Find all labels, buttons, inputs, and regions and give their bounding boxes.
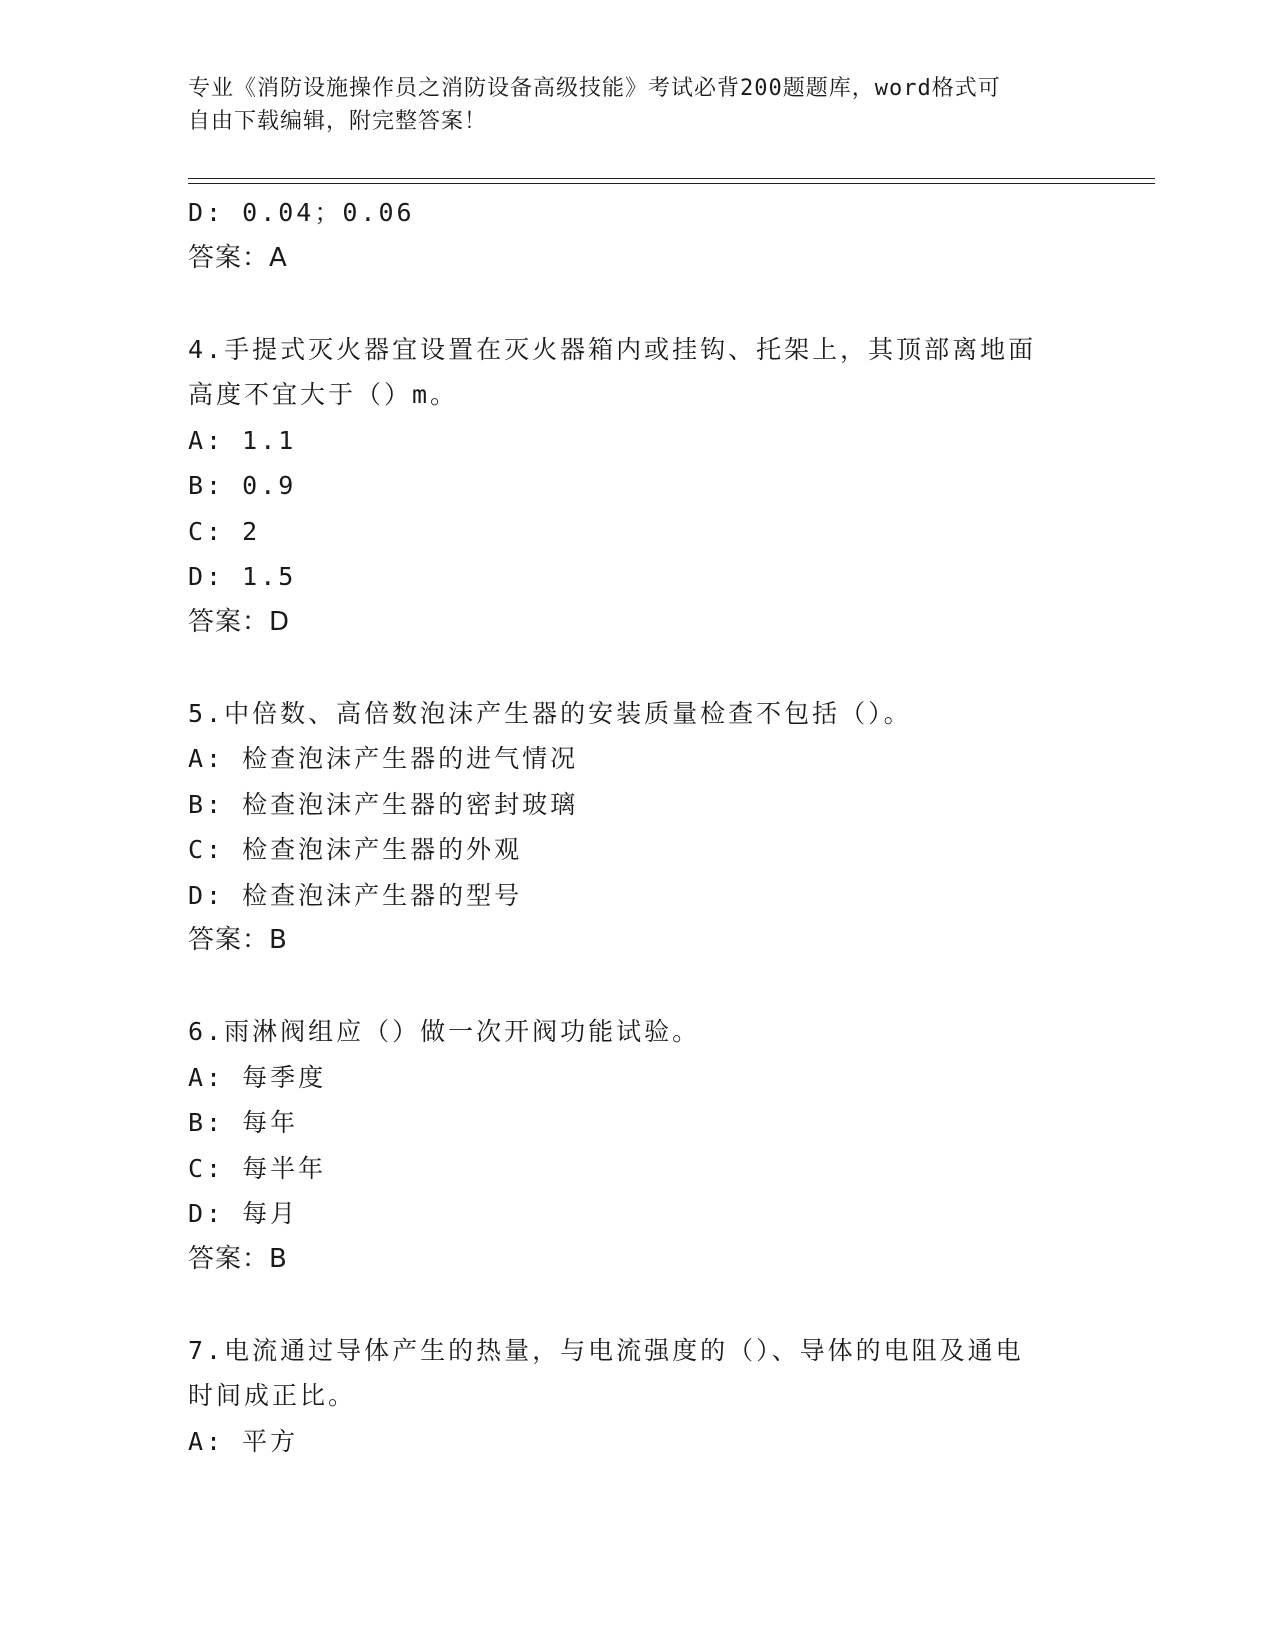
option-a: A: 每季度 xyxy=(188,1062,327,1092)
spacer xyxy=(188,1282,1068,1328)
option-d: D: 每月 xyxy=(188,1199,299,1228)
header-line-2: 自由下载编辑，附完整答案！ xyxy=(188,109,488,134)
option-d: D: 1.5 xyxy=(188,562,297,591)
option-a: A: 平方 xyxy=(188,1426,299,1456)
option-b: B: 每年 xyxy=(188,1108,299,1137)
answer-line: 答案：A xyxy=(188,242,288,273)
header-divider-top xyxy=(188,178,1155,179)
question-7 xyxy=(188,1328,1068,1465)
question-3-tail xyxy=(188,190,1068,281)
option-c: C: 检查泡沫产生器的外观 xyxy=(188,835,523,864)
option-c: C: 2 xyxy=(188,516,261,546)
option-c: C: 每半年 xyxy=(188,1153,327,1183)
option-d: D: 检查泡沫产生器的型号 xyxy=(188,880,523,910)
spacer xyxy=(188,645,1068,691)
header-line-1: 专业《消防设施操作员之消防设备高级技能》考试必背200题题库，word格式可 xyxy=(188,76,1001,101)
option-b: B: 0.9 xyxy=(188,471,297,500)
question-stem: 4.手提式灭火器宜设置在灭火器箱内或挂钩、托架上，其顶部离地面 xyxy=(188,334,1037,364)
answer-line: 答案：B xyxy=(188,925,288,955)
option-a: A: 1.1 xyxy=(188,425,297,455)
question-stem: 时间成正比。 xyxy=(188,1381,357,1410)
question-stem: 5.中倍数、高倍数泡沫产生器的安装质量检查不包括（）。 xyxy=(188,698,912,728)
spacer xyxy=(188,964,1068,1010)
option-d: D: 0.04；0.06 xyxy=(188,198,415,227)
answer-line: 答案：D xyxy=(188,606,291,637)
question-stem: 6.雨淋阀组应（）做一次开阀功能试验。 xyxy=(188,1017,701,1046)
question-stem: 高度不宜大于（）m。 xyxy=(188,380,459,409)
question-6 xyxy=(188,1009,1068,1282)
spacer xyxy=(188,281,1068,327)
answer-line: 答案：B xyxy=(188,1243,288,1274)
document-header xyxy=(188,72,1088,138)
question-5 xyxy=(188,691,1068,964)
question-list xyxy=(188,190,1068,1464)
option-b: B: 检查泡沫产生器的密封玻璃 xyxy=(188,789,579,819)
question-stem: 7.电流通过导体产生的热量，与电流强度的（）、导体的电阻及通电 xyxy=(188,1335,1024,1365)
option-a: A: 检查泡沫产生器的进气情况 xyxy=(188,744,579,773)
header-divider-bottom xyxy=(188,183,1155,184)
question-4 xyxy=(188,327,1068,646)
